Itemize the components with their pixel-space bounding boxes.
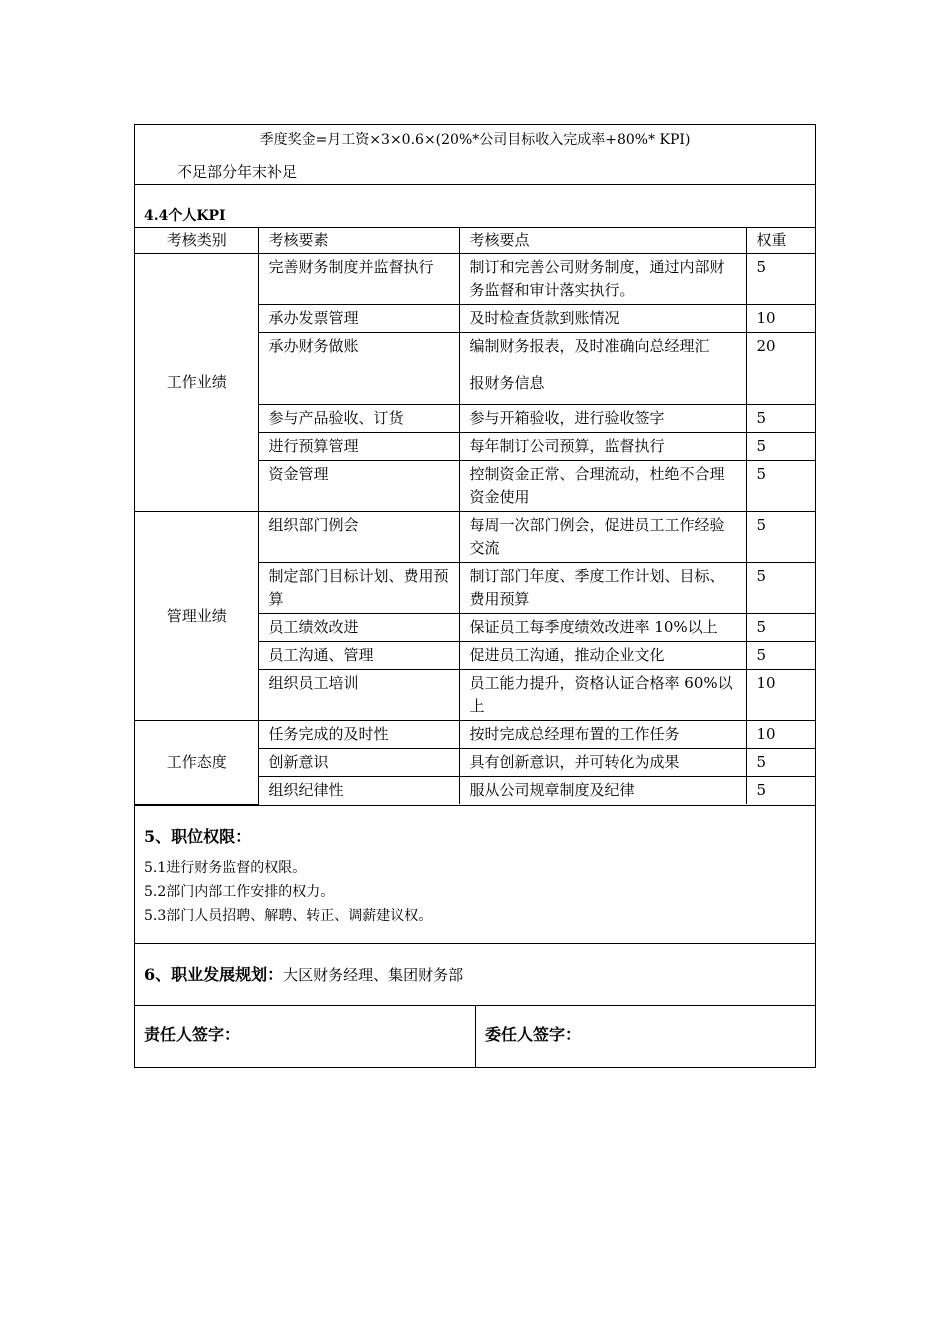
rights-item: 5.2部门内部工作安排的权力。: [144, 883, 335, 900]
kpi-point: 及时检查货款到账情况: [459, 305, 746, 333]
kpi-point: 促进员工沟通，推动企业文化: [459, 642, 746, 670]
header-category: 考核类别: [134, 228, 258, 254]
kpi-point: 具有创新意识，并可转化为成果: [459, 749, 746, 777]
kpi-table-section: [135, 227, 815, 806]
category-work-performance: 工作业绩: [134, 254, 258, 512]
table-row: [134, 254, 816, 305]
kpi-weight: 5: [746, 512, 816, 563]
kpi-element: 创新意识: [258, 749, 459, 777]
kpi-weight: 10: [746, 670, 816, 721]
career-section: [135, 944, 815, 1006]
header-weight: 权重: [746, 228, 816, 254]
kpi-weight: 5: [746, 563, 816, 614]
kpi-element: 承办发票管理: [258, 305, 459, 333]
kpi-point: 编制财务报表，及时准确向总经理汇: [469, 337, 710, 355]
kpi-element: 员工沟通、管理: [258, 642, 459, 670]
header-point: 考核要点: [459, 228, 746, 254]
kpi-point: 保证员工每季度绩效改进率 10%以上: [459, 614, 746, 642]
kpi-element: 任务完成的及时性: [258, 721, 459, 749]
rights-section: [135, 806, 815, 944]
kpi-element: 员工绩效改进: [258, 614, 459, 642]
kpi-element: 资金管理: [258, 461, 459, 512]
career-label: 6、职业发展规划：: [144, 964, 284, 984]
kpi-point: 制订和完善公司财务制度，通过内部财务监督和审计落实执行。: [459, 254, 746, 305]
kpi-point: 制订部门年度、季度工作计划、目标、费用预算: [459, 563, 746, 614]
kpi-element: 组织员工培训: [258, 670, 459, 721]
kpi-point-cell: [459, 333, 746, 405]
kpi-weight: 5: [746, 614, 816, 642]
signature-section: [135, 1006, 815, 1067]
kpi-weight: 5: [746, 254, 816, 305]
bonus-formula: 季度奖金=月工资×3×0.6×(20%*公司目标收入完成率+80%* KPI): [259, 132, 691, 148]
table-row: [134, 512, 816, 563]
kpi-point: 控制资金正常、合理流动，杜绝不合理资金使用: [459, 461, 746, 512]
kpi-element: 参与产品验收、订货: [258, 405, 459, 433]
kpi-point: 每年制订公司预算，监督执行: [459, 433, 746, 461]
kpi-point: 服从公司规章制度及纪律: [459, 777, 746, 805]
rights-item: 5.3部门人员招聘、解聘、转正、调薪建议权。: [144, 907, 433, 924]
category-work-attitude: 工作态度: [134, 721, 258, 805]
kpi-weight: 5: [746, 749, 816, 777]
kpi-point: 参与开箱验收，进行验收签字: [459, 405, 746, 433]
header-element: 考核要素: [258, 228, 459, 254]
kpi-weight: 5: [746, 642, 816, 670]
kpi-point: 员工能力提升，资格认证合格率 60%以上: [459, 670, 746, 721]
career-line: [144, 962, 463, 985]
delegator-signature-label: 委任人签字：: [485, 1024, 582, 1044]
kpi-element: 承办财务做账: [258, 333, 459, 405]
kpi-weight: 5: [746, 405, 816, 433]
kpi-table: [134, 227, 816, 805]
kpi-weight: 5: [746, 433, 816, 461]
responsible-signature-cell[interactable]: [135, 1006, 476, 1067]
career-value: 大区财务经理、集团财务部: [283, 965, 464, 984]
delegator-signature-cell[interactable]: [476, 1006, 815, 1067]
responsible-signature-label: 责任人签字：: [144, 1024, 241, 1044]
kpi-title: 4.4个人KPI: [144, 208, 226, 224]
job-description-frame: [134, 124, 816, 1068]
bonus-section: [135, 125, 815, 185]
category-management-performance: 管理业绩: [134, 512, 258, 721]
kpi-element: 制定部门目标计划、费用预算: [258, 563, 459, 614]
kpi-weight: 5: [746, 461, 816, 512]
kpi-weight: 20: [746, 333, 816, 405]
kpi-weight: 10: [746, 721, 816, 749]
rights-title: 5、职位权限：: [144, 826, 252, 846]
kpi-point: 每周一次部门例会，促进员工工作经验交流: [459, 512, 746, 563]
kpi-header-row: [134, 228, 816, 254]
table-row: [134, 721, 816, 749]
kpi-weight: 5: [746, 777, 816, 805]
kpi-point: 按时完成总经理布置的工作任务: [459, 721, 746, 749]
bonus-note: 不足部分年末补足: [177, 163, 298, 181]
kpi-point-continued: 报财务信息: [469, 374, 545, 392]
kpi-weight: 10: [746, 305, 816, 333]
rights-item: 5.1进行财务监督的权限。: [144, 859, 307, 876]
kpi-element: 完善财务制度并监督执行: [258, 254, 459, 305]
kpi-element: 组织纪律性: [258, 777, 459, 805]
kpi-element: 进行预算管理: [258, 433, 459, 461]
kpi-title-row: [135, 185, 815, 227]
kpi-element: 组织部门例会: [258, 512, 459, 563]
